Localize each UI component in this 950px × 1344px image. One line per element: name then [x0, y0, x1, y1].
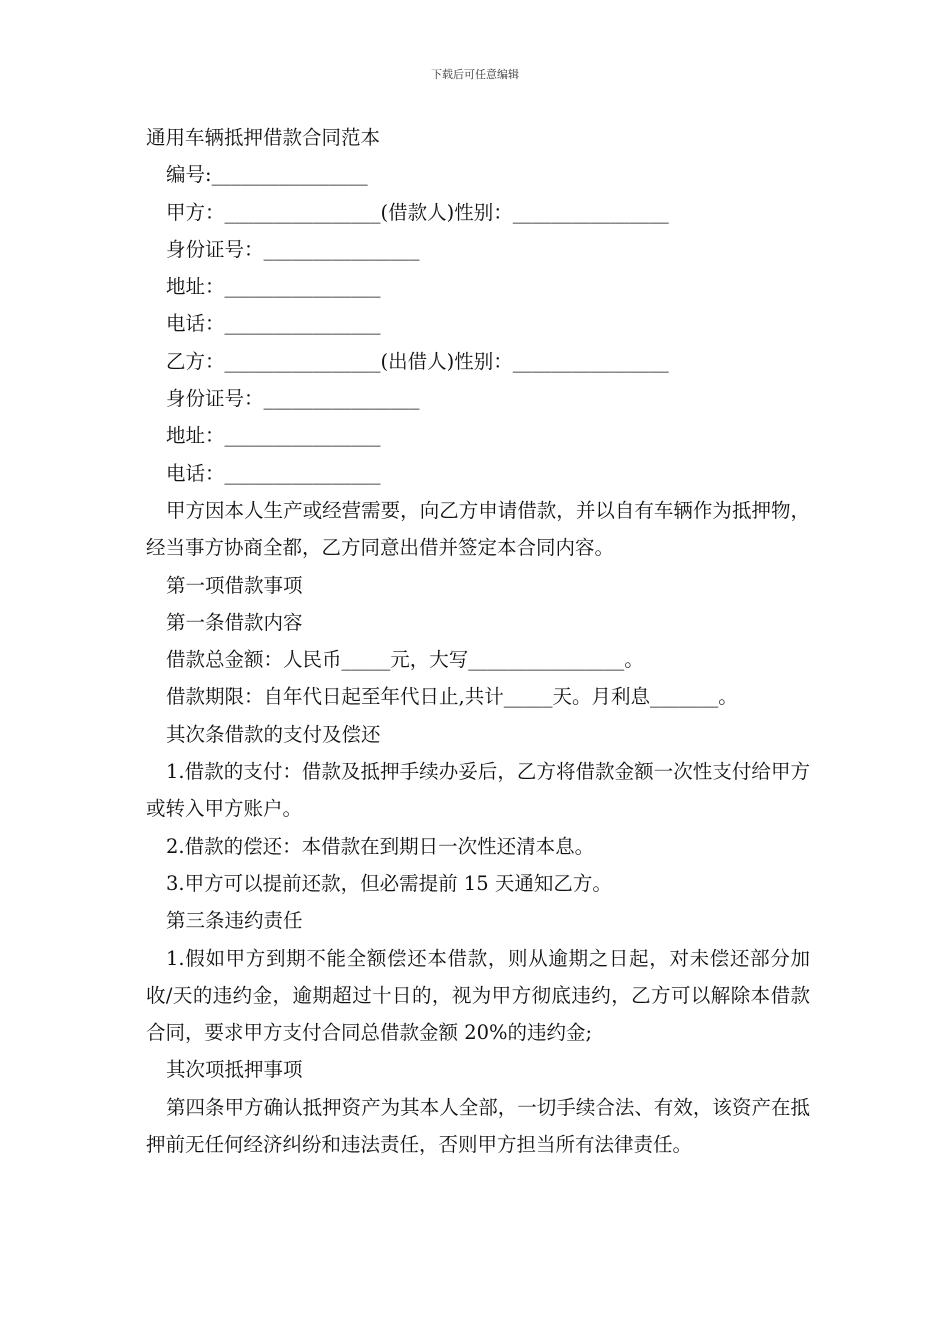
intro-paragraph: 甲方因本人生产或经营需要，向乙方申请借款，并以自有车辆作为抵押物，经当事方协商全都，乙方同意出借并签定本合同内容。 — [146, 498, 810, 560]
item-2-1: 1.借款的支付：借款及抵押手续办妥后，乙方将借款金额一次性支付给甲方或转入甲方账户。 — [146, 760, 810, 821]
field-party-a-id: 身份证号：________________ — [166, 237, 420, 261]
field-party-b-id: 身份证号：________________ — [166, 387, 420, 411]
article-3-title: 第三条违约责任 — [166, 909, 303, 933]
loan-amount: 借款总金额：人民币_____元，大写________________。 — [166, 648, 644, 672]
item-2-2: 2.借款的偿还：本借款在到期日一次性还清本息。 — [166, 834, 595, 858]
article-1-title: 第一条借款内容 — [166, 610, 303, 634]
item-3-1: 1.假如甲方到期不能全额偿还本借款，则从逾期之日起，对未偿还部分加收/天的违约金，逾期超过十日的，视为甲方彻底违约，乙方可以解除本借款合同，要求甲方支付合同总借款金额 20%的违约金; — [146, 946, 810, 1045]
loan-term: 借款期限：自年代日起至年代日止,共计_____天。月利息_______。 — [166, 685, 738, 709]
header-note: 下载后可任意编辑 — [431, 68, 519, 81]
document-title: 通用车辆抵押借款合同范本 — [146, 126, 381, 149]
item-2-3: 3.甲方可以提前还款，但必需提前 15 天通知乙方。 — [166, 871, 612, 895]
field-party-b-phone: 电话：________________ — [166, 461, 381, 485]
article-4: 第四条甲方确认抵押资产为其本人全部，一切手续合法、有效，该资产在抵押前无任何经济纠纷和违法责任，否则甲方担当所有法律责任。 — [146, 1095, 810, 1157]
field-party-a-address: 地址：________________ — [166, 275, 381, 299]
article-2-title: 其次条借款的支付及偿还 — [166, 722, 381, 746]
section-1-title: 第一项借款事项 — [166, 573, 303, 597]
contract-body — [146, 119, 810, 1163]
field-party-b-address: 地址：________________ — [166, 424, 381, 448]
field-party-a: 甲方：________________(借款人)性别：________________ — [166, 200, 669, 224]
field-number: 编号:________________ — [166, 163, 368, 187]
field-party-b: 乙方：________________(出借人)性别：________________ — [166, 349, 669, 373]
section-2-title: 其次项抵押事项 — [166, 1058, 303, 1082]
field-party-a-phone: 电话：________________ — [166, 312, 381, 336]
